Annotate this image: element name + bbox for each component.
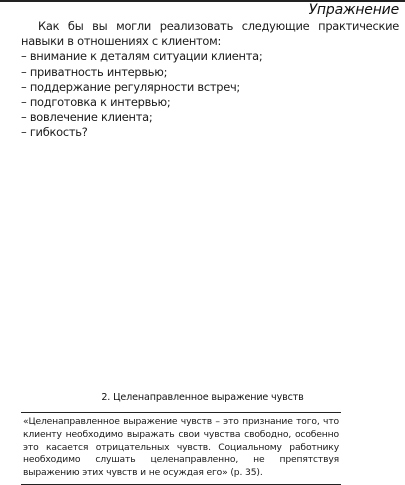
skills-list xyxy=(21,49,399,140)
list-item: – внимание к деталям ситуации клиента; xyxy=(21,49,263,64)
list-item: – подготовка к интервью; xyxy=(21,95,171,110)
list-item: – вовлечение клиента; xyxy=(21,110,153,125)
exercise-question: Как бы вы могли реализовать следующие практические навыки в отношениях с клиентом: xyxy=(21,19,399,49)
subsection-title: 2. Целенаправленное выражение чувств xyxy=(101,392,304,403)
list-item: – приватность интервью; xyxy=(21,64,168,79)
section-label: Упражнение xyxy=(308,2,399,18)
list-item: – поддержание регулярности встреч; xyxy=(21,79,241,94)
list-item: – гибкость? xyxy=(21,125,88,140)
exercise-block xyxy=(21,19,399,141)
definition-quote: «Целенаправленное выражение чувств – это признание того, что клиенту необходимо выражать свои чувства свободно, особенно это касается отрицательных чувств. Социальному работнику необходимо слушать целенаправленно, не препятствуя выражению этих чувств и не осуждая его» (р. 35). xyxy=(21,412,341,485)
